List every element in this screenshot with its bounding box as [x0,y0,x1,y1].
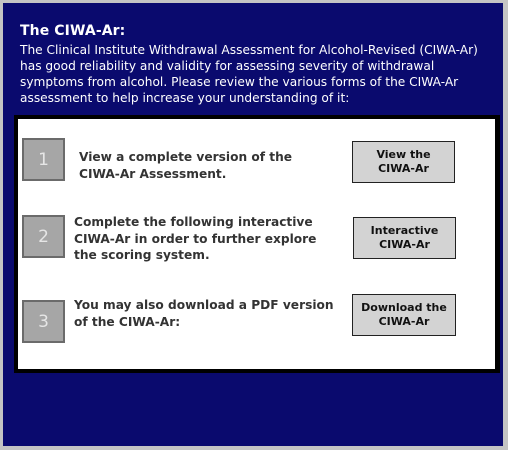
step-3-number: 3 [22,300,65,343]
main-panel [3,3,503,446]
intro-text: The Clinical Institute Withdrawal Assessment for Alcohol-Revised (CIWA-Ar) has good reliability and validity for assessing severity of withdrawal symptoms from alcohol. Please review the various forms of the CIWA-Ar assessment to help increase your understanding of it: [20,43,478,105]
view-ciwa-button-line1: View the [376,148,431,161]
step-3-text: You may also download a PDF version of the CIWA-Ar: [74,298,334,329]
step-2-number: 2 [22,215,65,258]
step-2-text: Complete the following interactive CIWA-Ar in order to further explore the scoring system. [74,215,317,262]
interactive-ciwa-button-line1: Interactive [370,224,439,237]
interactive-ciwa-button[interactable] [353,217,456,259]
download-ciwa-button-line2: CIWA-Ar [378,315,430,328]
intro-title: The CIWA-Ar: [20,23,126,39]
intro-section [20,23,495,106]
download-ciwa-button[interactable] [352,294,456,336]
step-1-number: 1 [22,138,65,181]
steps-box-inner [18,119,495,369]
step-1-text: View a complete version of the CIWA-Ar Assessment. [79,150,293,181]
view-ciwa-button-line2: CIWA-Ar [378,162,429,175]
view-ciwa-button[interactable] [352,141,455,183]
interactive-ciwa-button-line2: CIWA-Ar [379,238,430,251]
download-ciwa-button-line1: Download the [361,301,447,314]
steps-box [14,115,500,373]
